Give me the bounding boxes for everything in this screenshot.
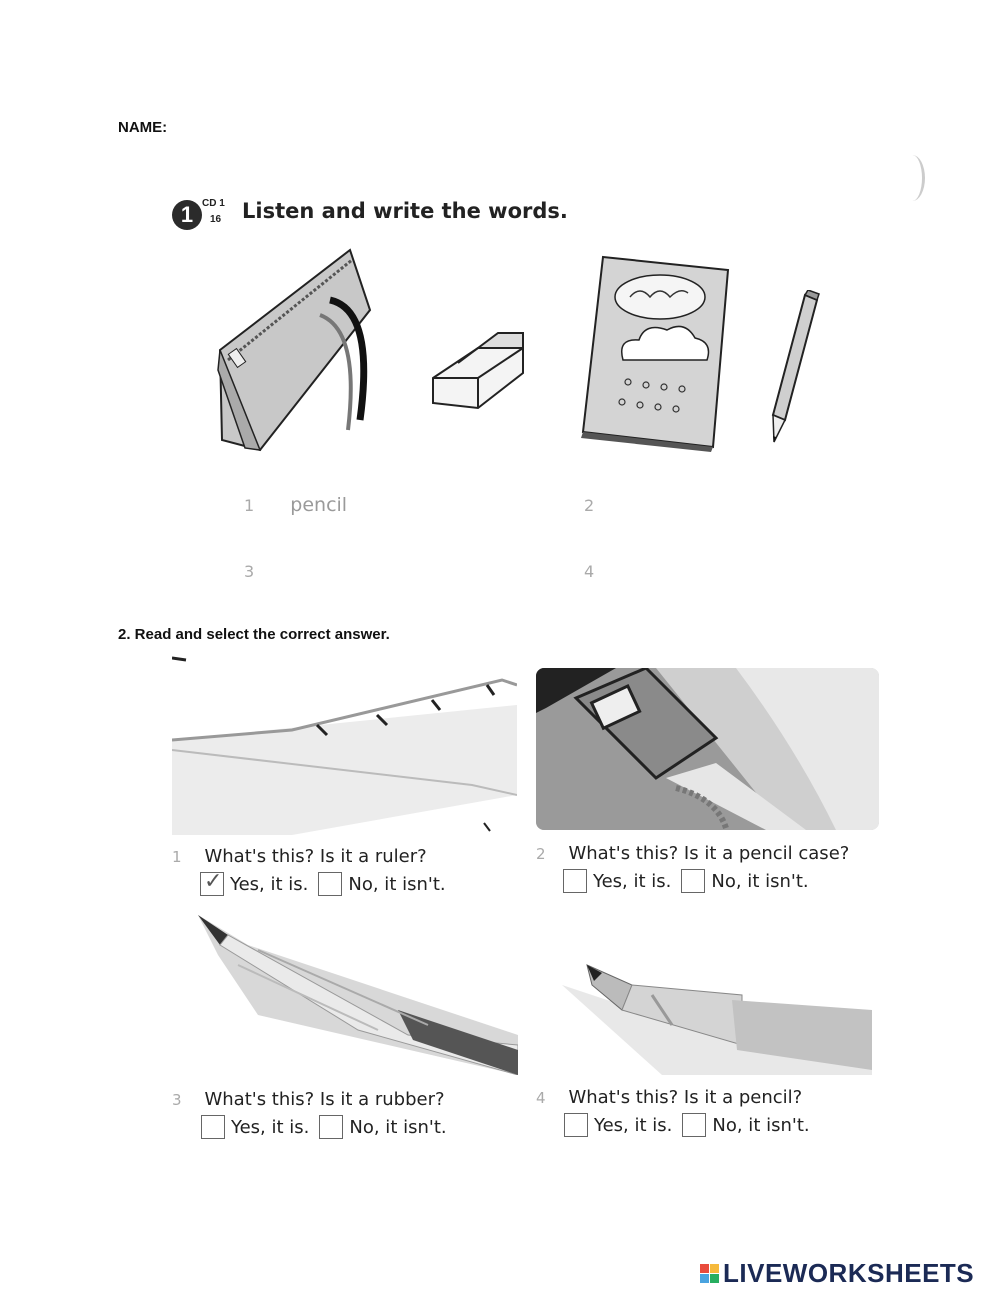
answer-options-3 bbox=[201, 1115, 447, 1139]
word-item-1 bbox=[244, 494, 347, 516]
page-edge-mark bbox=[900, 155, 925, 201]
yes-checkbox[interactable] bbox=[201, 1115, 225, 1139]
no-label: No, it isn't. bbox=[348, 873, 446, 895]
audio-track-badge bbox=[172, 198, 234, 232]
question-text: What's this? Is it a ruler? bbox=[204, 846, 427, 867]
word-number: 3 bbox=[244, 562, 255, 581]
answer-options-4 bbox=[564, 1113, 810, 1137]
no-checkbox[interactable] bbox=[681, 869, 705, 893]
question-2 bbox=[536, 843, 849, 864]
yes-label: Yes, it is. bbox=[231, 1116, 310, 1138]
word-number: 4 bbox=[584, 562, 595, 581]
yes-label: Yes, it is. bbox=[594, 1114, 673, 1136]
word-answer[interactable]: pencil bbox=[290, 494, 348, 516]
no-checkbox[interactable] bbox=[319, 1115, 343, 1139]
question-number: 1 bbox=[172, 848, 182, 866]
answer-options-1 bbox=[200, 869, 446, 896]
word-item-4 bbox=[584, 560, 594, 582]
exercise-number-badge: 1 bbox=[172, 200, 202, 230]
exercise2-title: 2. Read and select the correct answer. bbox=[118, 626, 390, 643]
no-checkbox[interactable] bbox=[318, 872, 342, 896]
no-label: No, it isn't. bbox=[711, 870, 809, 892]
question-3 bbox=[172, 1089, 445, 1110]
name-label: NAME: bbox=[118, 119, 168, 136]
yes-checkbox[interactable] bbox=[200, 869, 224, 896]
question-1 bbox=[172, 846, 427, 867]
word-number: 1 bbox=[244, 496, 255, 515]
yes-label: Yes, it is. bbox=[230, 873, 309, 895]
rubber-icon bbox=[428, 318, 528, 418]
question-4 bbox=[536, 1087, 802, 1108]
no-label: No, it isn't. bbox=[712, 1114, 810, 1136]
word-number: 2 bbox=[584, 496, 595, 515]
exercise1-title: Listen and write the words. bbox=[242, 199, 568, 223]
yes-checkbox[interactable] bbox=[564, 1113, 588, 1137]
word-item-3 bbox=[244, 560, 254, 582]
answer-options-2 bbox=[563, 869, 809, 893]
pencil-icon bbox=[765, 290, 825, 445]
question-text: What's this? Is it a rubber? bbox=[204, 1089, 445, 1110]
notebook-icon bbox=[578, 252, 738, 452]
pen-photo bbox=[562, 955, 872, 1075]
pencil-case-zip-photo bbox=[536, 668, 879, 830]
no-checkbox[interactable] bbox=[682, 1113, 706, 1137]
brand-name: LIVEWORKSHEETS bbox=[723, 1258, 975, 1288]
question-number: 2 bbox=[536, 845, 546, 863]
ruler-photo bbox=[172, 655, 517, 835]
question-text: What's this? Is it a pencil? bbox=[568, 1087, 803, 1108]
check-mark-icon: ✓ bbox=[204, 869, 223, 894]
logo-blocks-icon bbox=[700, 1264, 719, 1283]
liveworksheets-logo bbox=[700, 1258, 974, 1289]
yes-checkbox[interactable] bbox=[563, 869, 587, 893]
track-label: 16 bbox=[210, 214, 222, 225]
question-text: What's this? Is it a pencil case? bbox=[568, 843, 850, 864]
cd-label: CD 1 bbox=[202, 198, 225, 209]
question-number: 4 bbox=[536, 1089, 546, 1107]
question-number: 3 bbox=[172, 1091, 182, 1109]
pencil-tip-photo bbox=[198, 915, 518, 1075]
no-label: No, it isn't. bbox=[349, 1116, 447, 1138]
yes-label: Yes, it is. bbox=[593, 870, 672, 892]
word-item-2 bbox=[584, 494, 594, 516]
pencil-case-icon bbox=[210, 240, 380, 455]
